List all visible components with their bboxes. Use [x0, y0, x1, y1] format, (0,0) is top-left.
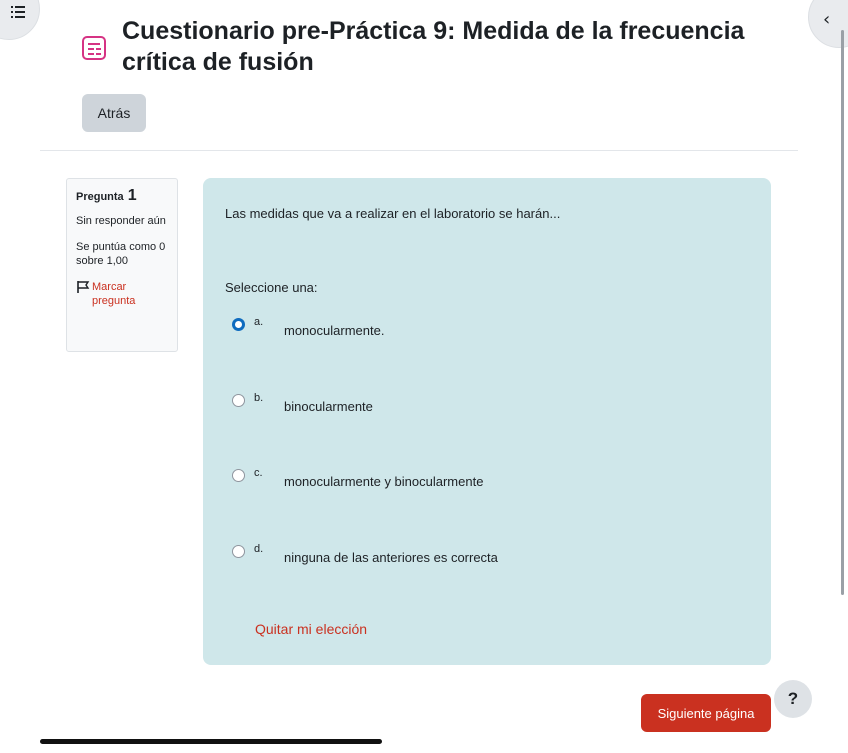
help-button[interactable]: ? — [774, 680, 812, 718]
option-letter: d. — [254, 543, 264, 555]
radio-b[interactable] — [232, 394, 245, 407]
option-text[interactable]: monocularmente. — [284, 323, 385, 338]
course-index-toggle[interactable] — [0, 0, 40, 40]
list-icon — [11, 5, 25, 23]
option-letter: b. — [254, 392, 264, 404]
flag-icon — [76, 280, 90, 294]
option-letter: a. — [254, 316, 264, 328]
page-title: Cuestionario pre-Práctica 9: Medida de la frecuencia crítica de fusión — [122, 17, 745, 76]
scrollbar[interactable] — [841, 30, 844, 595]
flag-question-link[interactable]: Marcar pregunta — [76, 280, 168, 308]
answer-option-c[interactable] — [232, 467, 484, 490]
question-grade: Se puntúa como 0 sobre 1,00 — [76, 241, 166, 267]
question-info — [66, 178, 178, 352]
question-state: Sin responder aún — [76, 215, 166, 227]
question-number: Pregunta 1 — [76, 187, 137, 204]
option-letter: c. — [254, 467, 263, 479]
question-text: Las medidas que va a realizar en el laboratorio se harán... — [225, 206, 561, 221]
option-text[interactable]: binocularmente — [284, 399, 373, 414]
answer-prompt: Seleccione una: — [225, 280, 318, 295]
radio-d[interactable] — [232, 545, 245, 558]
option-text[interactable]: monocularmente y binocularmente — [284, 474, 484, 489]
answer-option-a[interactable] — [232, 316, 385, 339]
divider — [40, 150, 798, 151]
radio-a[interactable] — [232, 318, 245, 331]
chevron-left-icon: ‹ — [823, 9, 831, 30]
back-button[interactable]: Atrás — [82, 94, 146, 132]
home-indicator — [40, 739, 382, 744]
clear-choice-link[interactable]: Quitar mi elección — [255, 621, 368, 637]
next-page-button[interactable]: Siguiente página — [641, 694, 771, 732]
answer-option-d[interactable] — [232, 543, 498, 566]
quiz-icon — [82, 36, 106, 60]
radio-c[interactable] — [232, 469, 245, 482]
option-text[interactable]: ninguna de las anteriores es correcta — [284, 550, 498, 565]
question-content — [203, 178, 771, 665]
answer-option-b[interactable] — [232, 392, 373, 415]
